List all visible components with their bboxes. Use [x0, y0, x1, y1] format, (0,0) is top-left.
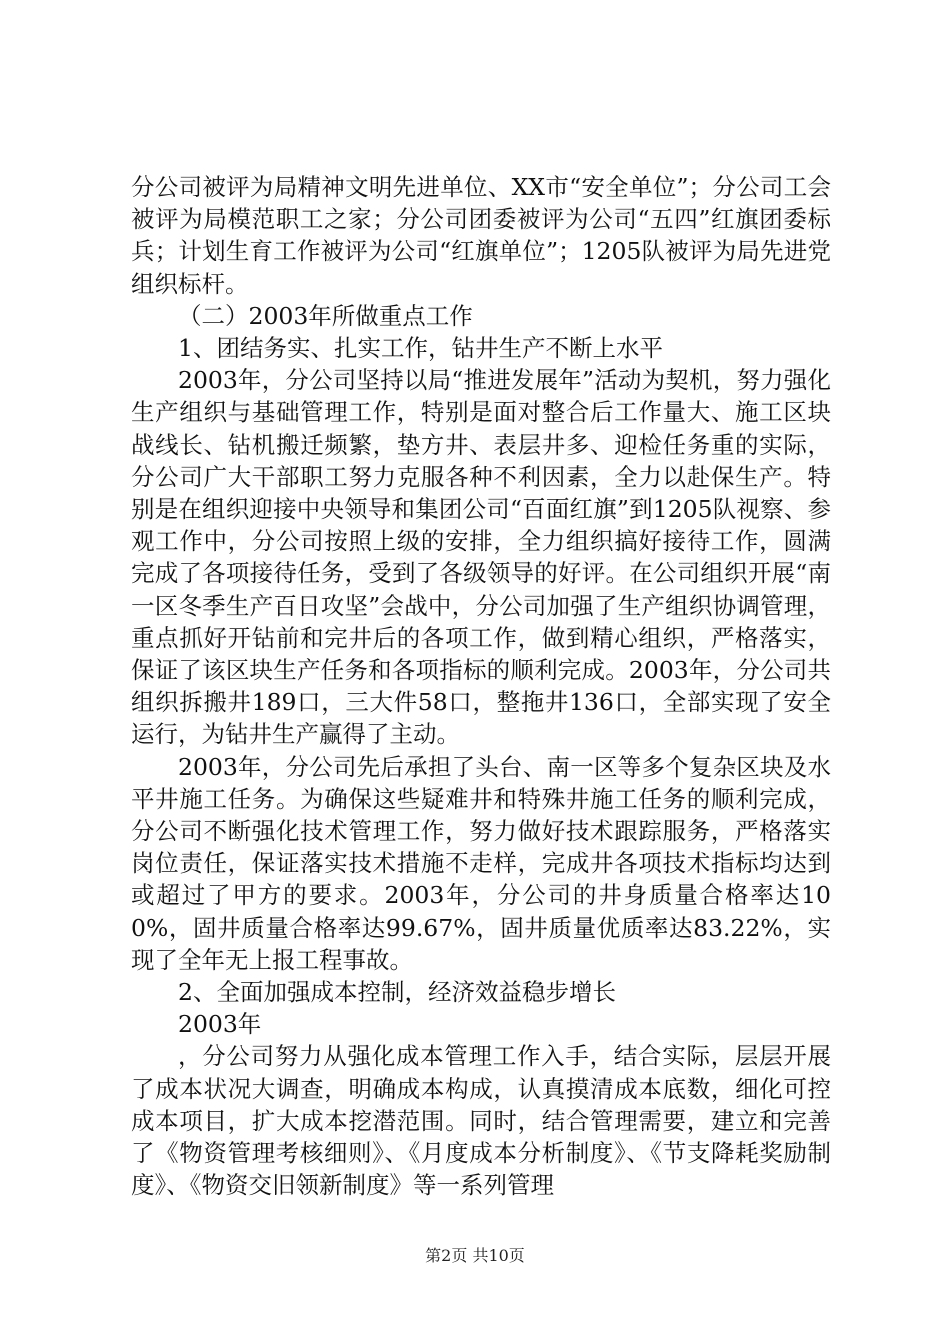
paragraph-production-organization: 2003年，分公司坚持以局“推进发展年”活动为契机，努力强化生产组织与基础管理工作，特别是面对整合后工作量大、施工区块战线长、钻机搬迁频繁，垫方井、表层井多、迎检任务重的实际，分公司广大干部职工努力克服各种不利因素，全力以赴保生产。特别是在组织迎接中央领导和集团公司“百面红旗”到1205队视察、参观工作中，分公司按照上级的安排，全力组织搞好接待工作，圆满完成了各项接待任务，受到了各级领导的好评。在公司组织开展“南一区冬季生产百日攻坚”会战中，分公司加强了生产组织协调管理，重点抓好开钻前和完井后的各项工作，做到精心组织，严格落实，保证了该区块生产任务和各项指标的顺利完成。2003年，分公司共组织拆搬井189口，三大件58口，整拖井136口，全部实现了安全运行，为钻井生产赢得了主动。 — [131, 366, 831, 749]
section-heading-key-work: （二）2003年所做重点工作 — [178, 301, 473, 330]
subheading-drilling-production: 1、团结务实、扎实工作，钻井生产不断上水平 — [178, 334, 663, 363]
paragraph-awards: 分公司被评为局精神文明先进单位、XX市“安全单位”；分公司工会被评为局模范职工之家；分公司团委被评为公司“五四”红旗团委标兵；计划生育工作被评为公司“红旗单位”；1205队被评为局先进党组织标杆。 — [131, 173, 831, 298]
document-body — [131, 171, 831, 1202]
page-number-footer: 第2页 共10页 — [425, 1246, 525, 1265]
paragraph-year-label: 2003年 — [178, 1010, 262, 1039]
paragraph-technical-management: 2003年，分公司先后承担了头台、南一区等多个复杂区块及水平井施工任务。为确保这些疑难井和特殊井施工任务的顺利完成，分公司不断强化技术管理工作，努力做好技术跟踪服务，严格落实岗位责任，保证落实技术措施不走样，完成井各项技术指标均达到或超过了甲方的要求。2003年，分公司的井身质量合格率达100%，固井质量合格率达99.67%，固井质量优质率达83.22%，实现了全年无上报工程事故。 — [131, 752, 831, 974]
subheading-cost-control: 2、全面加强成本控制，经济效益稳步增长 — [178, 978, 616, 1007]
paragraph-cost-management: ，分公司努力从强化成本管理工作入手，结合实际，层层开展了成本状况大调查，明确成本构成，认真摸清成本底数，细化可控成本项目，扩大成本挖潜范围。同时，结合管理需要，建立和完善了《物资管理考核细则》、《月度成本分析制度》、《节支降耗奖励制度》、《物资交旧领新制度》等一系列管理 — [131, 1042, 831, 1200]
